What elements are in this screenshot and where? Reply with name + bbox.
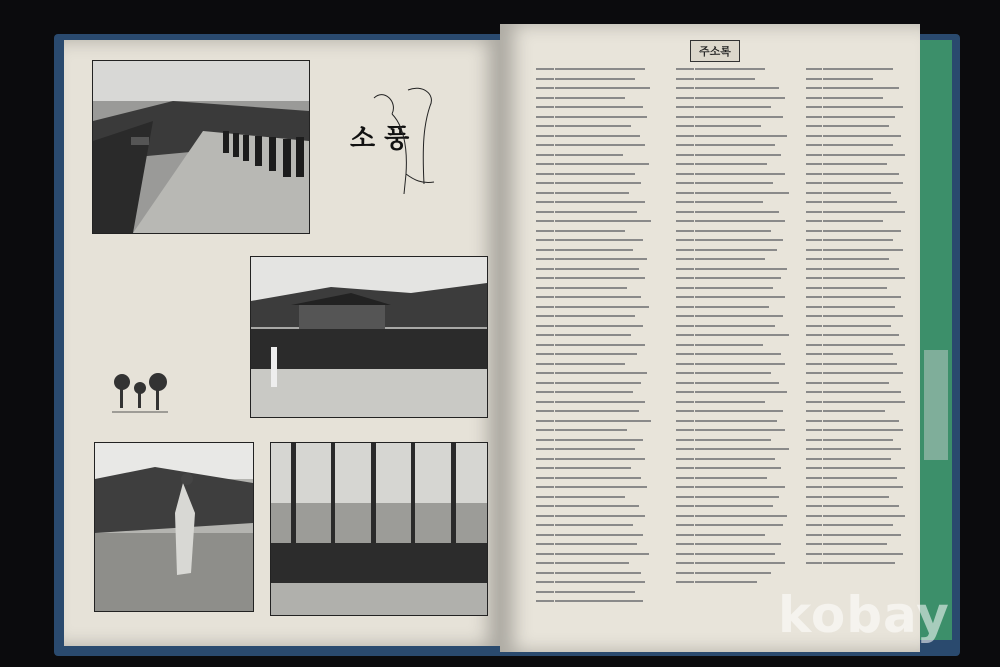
photo-road-march xyxy=(92,60,310,234)
address-column-3 xyxy=(806,66,910,570)
tree-drawing xyxy=(364,84,460,202)
address-book-title: 주소록 xyxy=(690,40,740,62)
photo-temple-gathering xyxy=(250,256,488,418)
watermark-logo: kobay xyxy=(778,586,950,644)
page-title-sopung: 소 풍 xyxy=(350,124,410,154)
address-column-2 xyxy=(676,66,796,589)
green-page-edge xyxy=(918,40,952,640)
photo-forest-program xyxy=(270,442,488,616)
small-trees-drawing xyxy=(108,370,174,418)
photo-dancer xyxy=(94,442,254,612)
address-column-1 xyxy=(536,66,656,608)
